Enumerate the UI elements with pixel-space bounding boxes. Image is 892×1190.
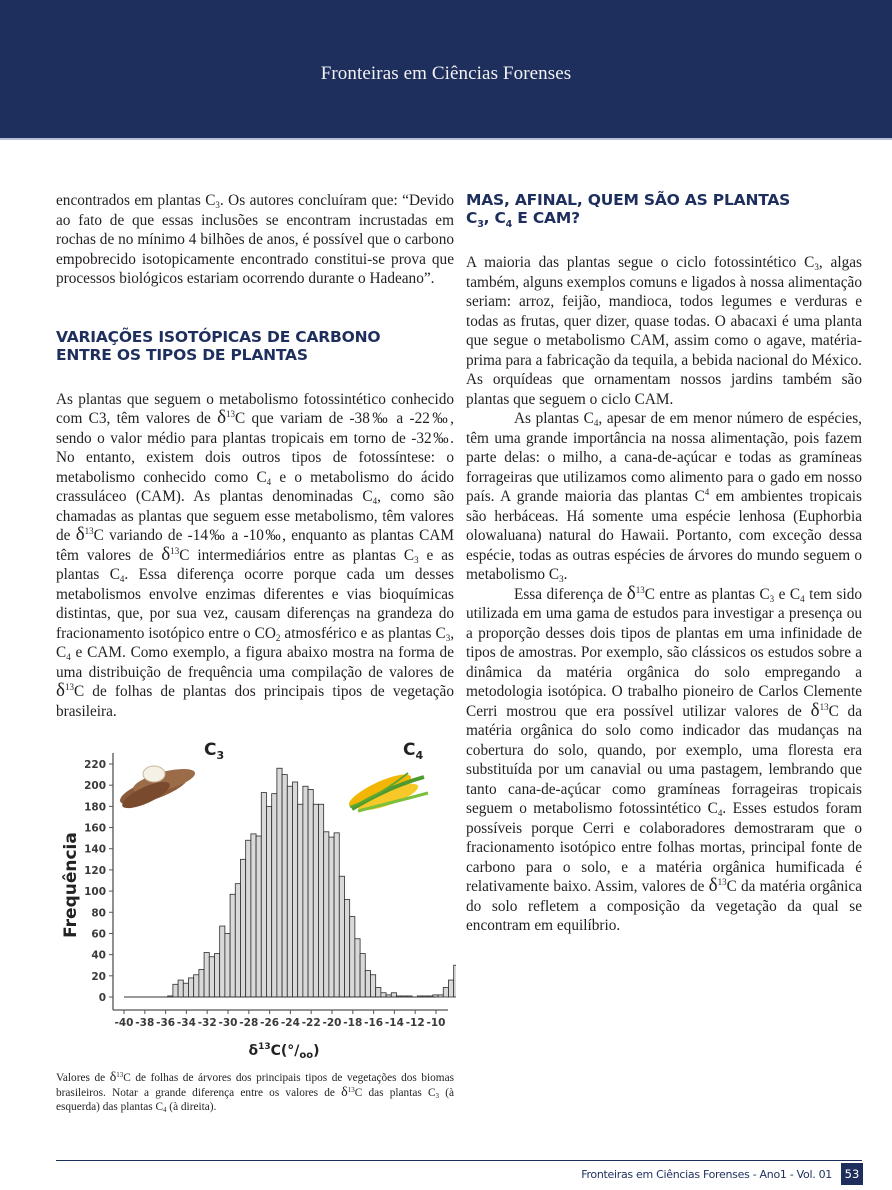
histogram-bar xyxy=(251,834,256,997)
footer-journal-issue: Fronteiras em Ciências Forenses - Ano1 - Vol. 01 xyxy=(581,1168,832,1181)
right-paragraph-2: As plantas $C_4$, apesar de em menor número de espécies, têm uma grande importância na nossa alimentação, pois fazem parte delas: o milho, a cana-de-açúcar e todas as gramíneas forrageiras que utilizamos como alimento para o gado em nosso país. A grande maioria das plantas $C^4$ em ambientes tropicais são herbáceas. Há somente uma espécie lenhosa (Euphorbia olowaluana) natural do Hawaii. Portanto, com exceção dessa espécie, todas as outras espécies de árvores do mundo seguem o metabolismo $C_3$. xyxy=(466,410,863,584)
corn-image xyxy=(345,768,428,815)
journal-title: Fronteiras em Ciências Forenses xyxy=(320,63,572,84)
x-tick-label: -20 xyxy=(322,1017,342,1029)
x-tick-label: -10 xyxy=(426,1017,446,1029)
subscript: 4 xyxy=(66,652,71,662)
histogram-bar xyxy=(318,804,323,997)
histogram-bar xyxy=(350,917,355,997)
histogram-bar xyxy=(438,995,443,997)
histogram-bar xyxy=(360,954,365,997)
superscript: 13 xyxy=(717,877,727,887)
histogram-bar xyxy=(178,980,183,997)
x-tick-label: -22 xyxy=(301,1017,321,1029)
histogram-bars xyxy=(168,768,456,997)
histogram-bar xyxy=(209,957,214,997)
y-tick-label: 200 xyxy=(84,780,106,793)
x-tick-label: -30 xyxy=(218,1017,238,1029)
histogram-bar xyxy=(199,969,204,997)
y-tick-label: 160 xyxy=(84,822,106,835)
right-column-paragraphs xyxy=(466,253,862,936)
histogram-bar xyxy=(339,876,344,997)
x-title-main: C(°/ xyxy=(270,1043,300,1059)
histogram-bar xyxy=(282,775,287,997)
superscript: 13 xyxy=(226,409,236,419)
left-column xyxy=(56,191,454,721)
histogram-bar xyxy=(448,980,453,997)
x-tick-label: -24 xyxy=(280,1017,300,1029)
histogram-bar xyxy=(183,983,188,997)
delta-symbol: δ xyxy=(161,543,171,565)
subscript: 3 xyxy=(445,632,451,643)
x-title-permil: oo xyxy=(299,1050,314,1061)
delta-symbol: δ xyxy=(708,875,718,896)
delta-symbol: δ xyxy=(56,680,65,701)
y-tick-label: 140 xyxy=(84,843,106,856)
histogram-bar xyxy=(266,806,271,997)
x-title-close: ) xyxy=(313,1043,320,1059)
superscript: 4 xyxy=(704,487,710,497)
y-tick-label: 220 xyxy=(84,759,106,771)
histogram-bar xyxy=(292,782,297,997)
subscript: 3 xyxy=(559,574,564,584)
histogram-bar xyxy=(230,894,235,997)
histogram-bar xyxy=(256,836,261,997)
subscript: 4 xyxy=(505,219,513,230)
histogram-bar xyxy=(204,953,209,997)
y-tick-label: 40 xyxy=(91,949,106,962)
histogram-bar xyxy=(173,984,178,997)
subscript: 4 xyxy=(162,1106,167,1114)
x-tick-label: -12 xyxy=(405,1017,425,1029)
x-tick-label: -38 xyxy=(135,1017,155,1029)
superscript: 13 xyxy=(64,682,74,692)
chart-annotations xyxy=(204,740,423,762)
x-tick-label: -16 xyxy=(364,1017,384,1029)
superscript: 13 xyxy=(84,526,94,536)
histogram-bar xyxy=(235,884,240,997)
figure-caption: Valores de $\delta^{13}C$ de folhas de árvores dos principais tipos de vegetações dos biomas brasileiros. Notar a grande diferença entre os valores de $\delta^{13}C$ das plantas $C_3$ (à esquerda) das plantas $C_4$ (à direita). xyxy=(56,1070,454,1114)
x-title-delta: δ xyxy=(248,1043,259,1059)
delta13c-histogram xyxy=(56,735,456,1065)
subscript: 4 xyxy=(717,808,723,818)
subscript: 2 xyxy=(275,632,281,643)
x-tick-label: -40 xyxy=(114,1017,134,1029)
isotopic-variations-paragraph: As plantas que seguem o metabolismo fotossintético conhecido com C3, têm valores de $\delta^{13}C$ que variam de -38‰ a -22‰, sendo o valor médio para plantas tropicais em torno de -32‰. No entanto, existem dois outros tipos de fotossíntese: o metabolismo conhecido como $C_4$ e o metabolismo do ácido crassuláceo (CAM). As plantas denominadas $C_4$, como são chamadas as plantas que seguem esse metabolismo, têm valores de $\delta^{13}C$ variando de -14‰ a -10‰, enquanto as plantas CAM têm valores de $\delta^{13}C$ intermediários entre as plantas $C_3$ e as plantas $C_4$. Essa diferença ocorre porque cada um desses metabolismos envolve enzimas diferentes e vias bioquímicas distintas, que, por sua vez, causam diferenças na grandeza do fracionamento isotópico entre o $CO_2$ atmosférico e as plantas $C_3$, $C_4$ e CAM. Como exemplo, a figura abaixo mostra na forma de uma distribuição de frequência uma compilação de valores de $\delta^{13}C$ de folhas de plantas dos principais tipos de vegetação brasileira. xyxy=(56,390,455,720)
histogram-bar xyxy=(220,926,225,997)
superscript: 13 xyxy=(170,545,180,556)
y-tick-label: 100 xyxy=(84,886,106,899)
histogram-bar xyxy=(381,993,386,997)
superscript: 13 xyxy=(347,1085,355,1094)
annotation-c3: $C_3$ xyxy=(204,740,225,762)
subscript: 3 xyxy=(814,262,819,272)
x-tick-label: -36 xyxy=(156,1017,176,1029)
superscript: 13 xyxy=(116,1071,124,1079)
histogram-bar xyxy=(344,900,349,997)
y-axis-ticks xyxy=(84,759,113,1004)
page-number: 53 xyxy=(841,1163,863,1185)
histogram-bar xyxy=(277,768,282,997)
subscript: 3 xyxy=(215,200,220,210)
histogram-bar xyxy=(194,975,199,997)
histogram-bar xyxy=(355,939,360,997)
subscript: 4 xyxy=(372,496,378,506)
histogram-bar xyxy=(313,804,318,997)
subscript: 3 xyxy=(769,593,775,604)
delta-symbol: δ xyxy=(75,524,85,545)
y-tick-label: 0 xyxy=(98,992,106,1004)
histogram-bar xyxy=(188,978,193,997)
y-tick-label: 80 xyxy=(91,907,106,920)
subscript: 4 xyxy=(800,593,805,604)
y-axis-title: Frequência xyxy=(61,832,81,938)
histogram-bar xyxy=(287,786,292,997)
delta-symbol: δ xyxy=(109,1070,117,1085)
section-heading-isotopic-variations: VARIAÇÕES ISOTÓPICAS DE CARBONO ENTRE OS TIPOS DE PLANTAS xyxy=(56,327,381,364)
x-tick-label: -32 xyxy=(197,1017,217,1029)
delta-symbol: δ xyxy=(626,582,636,604)
subscript: 4 xyxy=(593,418,599,428)
histogram-bar xyxy=(225,933,230,997)
x-tick-label: -26 xyxy=(260,1017,280,1029)
x-tick-label: -18 xyxy=(343,1017,363,1029)
x-axis-title xyxy=(248,1042,319,1061)
subscript: 3 xyxy=(414,554,419,565)
subscript: 3 xyxy=(477,219,484,230)
delta-symbol: δ xyxy=(217,407,227,428)
histogram-bar xyxy=(365,971,370,997)
histogram-bar xyxy=(334,833,339,997)
superscript: 13 xyxy=(635,584,645,595)
histogram-bar xyxy=(303,786,308,997)
superscript: 13 xyxy=(819,701,829,712)
delta-symbol: δ xyxy=(341,1084,348,1100)
histogram-bar xyxy=(308,789,313,997)
histogram-bar xyxy=(246,840,251,997)
subscript: 4 xyxy=(266,476,272,487)
histogram-bar xyxy=(298,804,303,997)
histogram-bar xyxy=(454,965,456,997)
histogram-bar xyxy=(391,993,396,997)
page-header xyxy=(0,0,892,140)
histogram-bar xyxy=(272,794,277,997)
y-tick-label: 180 xyxy=(84,801,106,814)
histogram-bar xyxy=(324,832,329,997)
histogram-bar xyxy=(443,987,448,997)
x-tick-label: -34 xyxy=(176,1017,196,1029)
intro-paragraph: encontrados em plantas $C_3$. Os autores concluíram que: “Devido ao fato de que essas inclusões se encontram incrustadas em rochas de no mínimo 4 bilhões de anos, é possível que o carbono empobrecido isotopicamente encontrado constitui-se prova que processos biológicos estariam ocorrendo durante o Hadeano”. xyxy=(56,192,454,287)
x-tick-label: -28 xyxy=(239,1017,259,1029)
delta-symbol: δ xyxy=(810,699,820,721)
subscript: 4 xyxy=(119,574,125,584)
section-heading-c3-c4-cam: MAS, AFINAL, QUEM SÃO AS PLANTAS $C_3$, $C_4$ E CAM? xyxy=(466,191,791,230)
x-title-sup: 13 xyxy=(258,1042,271,1052)
y-tick-label: 20 xyxy=(91,970,106,983)
cassava-image xyxy=(117,764,197,813)
x-axis-ticks xyxy=(115,1010,446,1029)
x-tick-label: -14 xyxy=(384,1017,404,1029)
right-column xyxy=(466,191,862,936)
footer-divider xyxy=(56,1160,862,1161)
histogram-bar xyxy=(240,859,245,997)
subscript: 3 xyxy=(435,1091,439,1100)
histogram-bar xyxy=(261,793,266,997)
histogram-bar xyxy=(214,954,219,997)
y-tick-label: 60 xyxy=(91,928,106,941)
right-paragraph-1: A maioria das plantas segue o ciclo fotossintético $C_3$, algas também, alguns exemplos comuns e ligados à nossa alimentação seriam: arroz, feijão, mandioca, todos legumes e verduras e todas as frutas, quer dizer, quase todas. O abacaxi é uma planta que segue o metabolismo CAM, assim como o agave, matéria-prima para a fabricação da tequila, a bebida nacional do México. As orquídeas que ornamentam nossos jardins também são plantas que seguem o ciclo CAM. xyxy=(466,254,862,408)
histogram-bar xyxy=(329,837,334,997)
annotation-c4: $C_4$ xyxy=(403,740,424,762)
right-paragraph-3: Essa diferença de $\delta^{13}C$ entre as plantas $C_3$ e $C_4$ tem sido utilizada em uma gama de estudos para investigar a presença ou a proporção desses dois tipos de plantas em uma infinidade de tipos de amostras. Por exemplo, são clássicos os estudos sobre a dinâmica da matéria orgânica do solo empregando a metodologia isotópica. O trabalho pioneiro de Carlos Clemente Cerri mostrou que era possível utilizar valores de $\delta^{13}C$ da matéria orgânica do solo como indicador das mudanças na cobertura do solo, quando, por exemplo, uma floresta era substituída por um canavial ou uma pastagem, lembrando que tanto cana-de-açúcar como gramíneas forrageiras tropicais seguem o metabolismo fotossintético $C_4$. Esses estudos foram possíveis porque Cerri e colaboradores demostraram que o fracionamento isotópico entre folhas mortas, principal fonte de carbono para o solo, e a matéria orgânica humificada é relativamente baixo. Assim, valores de $\delta^{13}C$ da matéria orgânica do solo refletem a composição da vegetação da qual se encontram em equilíbrio. xyxy=(466,582,863,934)
y-tick-label: 120 xyxy=(84,864,106,877)
histogram-bar xyxy=(376,987,381,997)
histogram-bar xyxy=(370,975,375,997)
histogram-svg xyxy=(56,735,456,1065)
